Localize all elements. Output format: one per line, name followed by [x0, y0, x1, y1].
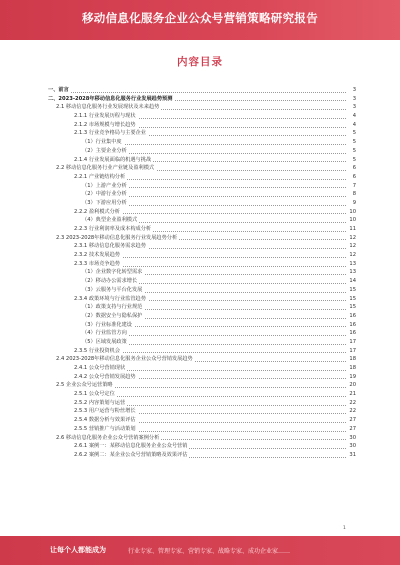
toc-entry-label: 2.5.3 用户运营与粉丝增长 — [74, 408, 136, 415]
toc-entry-label: 2.2.1 产业链结构分析 — [74, 173, 126, 180]
toc-heading: 内容目录 — [177, 56, 223, 68]
toc-entry[interactable] — [0, 347, 400, 356]
toc-entry-page: 27 — [346, 425, 356, 434]
footer-bar — [0, 536, 400, 565]
toc-entry[interactable] — [0, 434, 400, 443]
toc-entry-page: 18 — [346, 355, 356, 364]
toc-entry-label: （2）数据安全与隐私保护 — [82, 312, 143, 319]
toc-entry[interactable] — [0, 190, 400, 199]
toc-entry-page: 5 — [346, 129, 356, 138]
toc-entry-label: 2.6.1 案例一：某移动信息化服务企业公众号营销 — [74, 443, 188, 450]
toc-entry-label: 2.1 移动信息化服务行业发展现状及未来趋势 — [56, 104, 160, 111]
toc-entry-page: 22 — [346, 407, 356, 416]
toc-entry[interactable] — [0, 225, 400, 234]
toc-entry[interactable] — [0, 390, 400, 399]
toc-entry-page: 5 — [346, 147, 356, 156]
toc-entry-page: 14 — [346, 277, 356, 286]
toc-entry[interactable] — [0, 86, 400, 95]
toc-entry-label: 2.4 2023-2028年移动信息化服务企业公众号营销发展趋势 — [56, 356, 193, 363]
toc-entry-label: （1）政策支持与行业规范 — [82, 304, 143, 311]
toc-entry[interactable] — [0, 182, 400, 191]
toc-entry-page: 16 — [346, 329, 356, 338]
toc-entry-page: 17 — [346, 338, 356, 347]
toc-entry-page: 12 — [346, 242, 356, 251]
toc-entry[interactable] — [0, 138, 400, 147]
toc-entry-page: 15 — [346, 295, 356, 304]
toc-entry[interactable] — [0, 216, 400, 225]
toc-entry-label: 2.2 移动信息化服务行业产业链及盈利模式 — [56, 165, 155, 172]
toc-entry[interactable] — [0, 312, 400, 321]
toc-entry-label: （2）移动办公需求增长 — [82, 278, 138, 285]
toc-entry[interactable] — [0, 425, 400, 434]
toc-entry[interactable] — [0, 364, 400, 373]
toc-entry-label: 2.1.3 行业竞争格局与主要企业 — [74, 130, 146, 137]
toc-entry-page: 19 — [346, 373, 356, 382]
toc-entry-page: 22 — [346, 399, 356, 408]
toc-entry[interactable] — [0, 338, 400, 347]
toc-entry[interactable] — [0, 442, 400, 451]
toc-entry-page: 10 — [346, 208, 356, 217]
footer-tagline: 行业专家、管理专家、营销专家、战略专家、成功企业家…… — [128, 547, 291, 555]
toc-entry-page: 4 — [346, 112, 356, 121]
toc-entry-label: 2.3.2 技术发展趋势 — [74, 252, 120, 259]
toc-entry-label: 2.1.2 市场规模与增长趋势 — [74, 121, 136, 128]
toc-entry[interactable] — [0, 329, 400, 338]
toc-entry-label: （3）行业标准化建设 — [82, 321, 132, 328]
toc-entry[interactable] — [0, 95, 400, 104]
toc-entry-label: 2.4.2 公众号营销发展趋势 — [74, 373, 136, 380]
toc-entry-label: （5）区域发展政策 — [82, 338, 127, 345]
toc-entry-label: 2.5.4 数据分析与效果评估 — [74, 417, 136, 424]
toc-entry-label: 2.6 移动信息化服务企业公众号营销案例分析 — [56, 434, 160, 441]
toc-entry-label: 2.3 2023-2028年移动信息化服务行业发展趋势分析 — [56, 234, 178, 241]
toc-entry-label: （2）主要企业分析 — [82, 147, 127, 154]
toc-entry-page: 6 — [346, 164, 356, 173]
toc-entry-page: 17 — [346, 347, 356, 356]
page-number: 1 — [343, 526, 346, 531]
toc-entry-page: 8 — [346, 190, 356, 199]
toc-entry-label: 2.3.5 行业投资机会 — [74, 347, 120, 354]
toc-entry-page: 15 — [346, 303, 356, 312]
toc-entry-label: （4）典型企业盈利模式 — [82, 217, 138, 224]
toc-entry[interactable] — [0, 260, 400, 269]
toc-entry-page: 13 — [346, 268, 356, 277]
toc-entry-label: （2）中游行业分析 — [82, 191, 127, 198]
toc-entry-label: （3）下游应用分析 — [82, 199, 127, 206]
toc-entry[interactable] — [0, 416, 400, 425]
toc-entry-page: 30 — [346, 434, 356, 443]
toc-entry[interactable] — [0, 234, 400, 243]
toc-entry-page: 30 — [346, 442, 356, 451]
toc-entry[interactable] — [0, 355, 400, 364]
toc-entry-label: 2.6.2 案例二：某企业公众号营销策略及效果评估 — [74, 451, 188, 458]
toc-entry-label: 二、2023-2028年移动信息化服务行业发展趋势预测 — [48, 95, 173, 102]
toc-entry[interactable] — [0, 321, 400, 330]
toc-entry-label: （4）行业监管方向 — [82, 330, 127, 337]
toc-entry[interactable] — [0, 208, 400, 217]
toc-entry-label: 2.2.3 行业利润率及成本构成分析 — [74, 226, 152, 232]
table-of-contents — [0, 86, 400, 460]
toc-entry-page: 12 — [346, 251, 356, 260]
toc-entry-page: 3 — [346, 95, 356, 104]
toc-entry-label: 2.3.4 政策环境与行业监管趋势 — [74, 295, 146, 302]
toc-entry-page: 11 — [346, 225, 356, 234]
report-title: 移动信息化服务企业公众号营销策略研究报告 — [82, 11, 318, 25]
toc-entry-label: 2.2.2 盈利模式分析 — [74, 208, 120, 215]
toc-entry-page: 5 — [346, 156, 356, 165]
toc-entry-label: 2.1.1 行业发展历程与现状 — [74, 113, 136, 120]
toc-entry-page: 16 — [346, 321, 356, 330]
toc-entry-label: 一、前言 — [48, 87, 69, 93]
toc-entry-label: （1）行业集中度 — [82, 139, 122, 146]
toc-entry-label: 2.5 企业公众号运营策略 — [56, 382, 113, 389]
toc-leader-dots — [48, 92, 348, 93]
toc-entry[interactable] — [0, 164, 400, 173]
toc-entry-label: 2.5.5 营销推广与活动策划 — [74, 425, 136, 432]
toc-entry[interactable] — [0, 129, 400, 138]
toc-entry-page: 9 — [346, 199, 356, 208]
toc-entry-page: 18 — [346, 364, 356, 373]
toc-entry[interactable] — [0, 173, 400, 182]
toc-entry[interactable] — [0, 381, 400, 390]
toc-entry-page: 31 — [346, 451, 356, 460]
toc-entry-label: 2.5.1 公众号定位 — [74, 391, 115, 398]
toc-entry[interactable] — [0, 147, 400, 156]
toc-entry[interactable] — [0, 103, 400, 112]
toc-entry-label: 2.3.1 移动信息化服务需求趋势 — [74, 243, 146, 250]
toc-entry-label: （1）上游产业分析 — [82, 182, 127, 189]
toc-entry-page: 13 — [346, 260, 356, 269]
toc-entry-page: 20 — [346, 381, 356, 390]
toc-entry[interactable] — [0, 268, 400, 277]
toc-entry[interactable] — [0, 156, 400, 165]
toc-entry[interactable] — [0, 277, 400, 286]
toc-entry-label: （3）云服务与平台化发展 — [82, 286, 143, 293]
toc-entry[interactable] — [0, 407, 400, 416]
toc-entry[interactable] — [0, 373, 400, 382]
toc-entry[interactable] — [0, 242, 400, 251]
toc-entry-page: 6 — [346, 173, 356, 182]
toc-entry-label: 2.5.2 内容策划与运营 — [74, 399, 126, 406]
header-bar — [0, 0, 400, 40]
toc-entry-page: 7 — [346, 182, 356, 191]
toc-entry-label: 2.3.3 市场竞争趋势 — [74, 260, 120, 267]
toc-entry[interactable] — [0, 451, 400, 460]
toc-entry[interactable] — [0, 251, 400, 260]
toc-entry-page: 3 — [346, 103, 356, 112]
toc-entry-page: 27 — [346, 416, 356, 425]
toc-entry-page: 3 — [346, 86, 356, 95]
toc-entry[interactable] — [0, 286, 400, 295]
toc-entry[interactable] — [0, 112, 400, 121]
toc-entry-page: 21 — [346, 390, 356, 399]
toc-entry[interactable] — [0, 303, 400, 312]
toc-entry[interactable] — [0, 295, 400, 304]
toc-entry-label: 2.1.4 行业发展面临的机遇与挑战 — [74, 156, 152, 163]
toc-entry-label: （1）企业数字化转型需求 — [82, 269, 143, 276]
toc-entry-page: 10 — [346, 216, 356, 225]
toc-entry[interactable] — [0, 121, 400, 130]
toc-entry-page: 4 — [346, 121, 356, 130]
toc-entry[interactable] — [0, 399, 400, 408]
toc-entry-page: 16 — [346, 312, 356, 321]
toc-entry-page: 12 — [346, 234, 356, 243]
footer-slogan: 让每个人都能成为 — [50, 546, 106, 554]
toc-entry-label: 2.4.1 公众号营销现状 — [74, 365, 126, 371]
toc-entry-page: 15 — [346, 286, 356, 295]
toc-entry-page: 5 — [346, 138, 356, 147]
toc-entry[interactable] — [0, 199, 400, 208]
